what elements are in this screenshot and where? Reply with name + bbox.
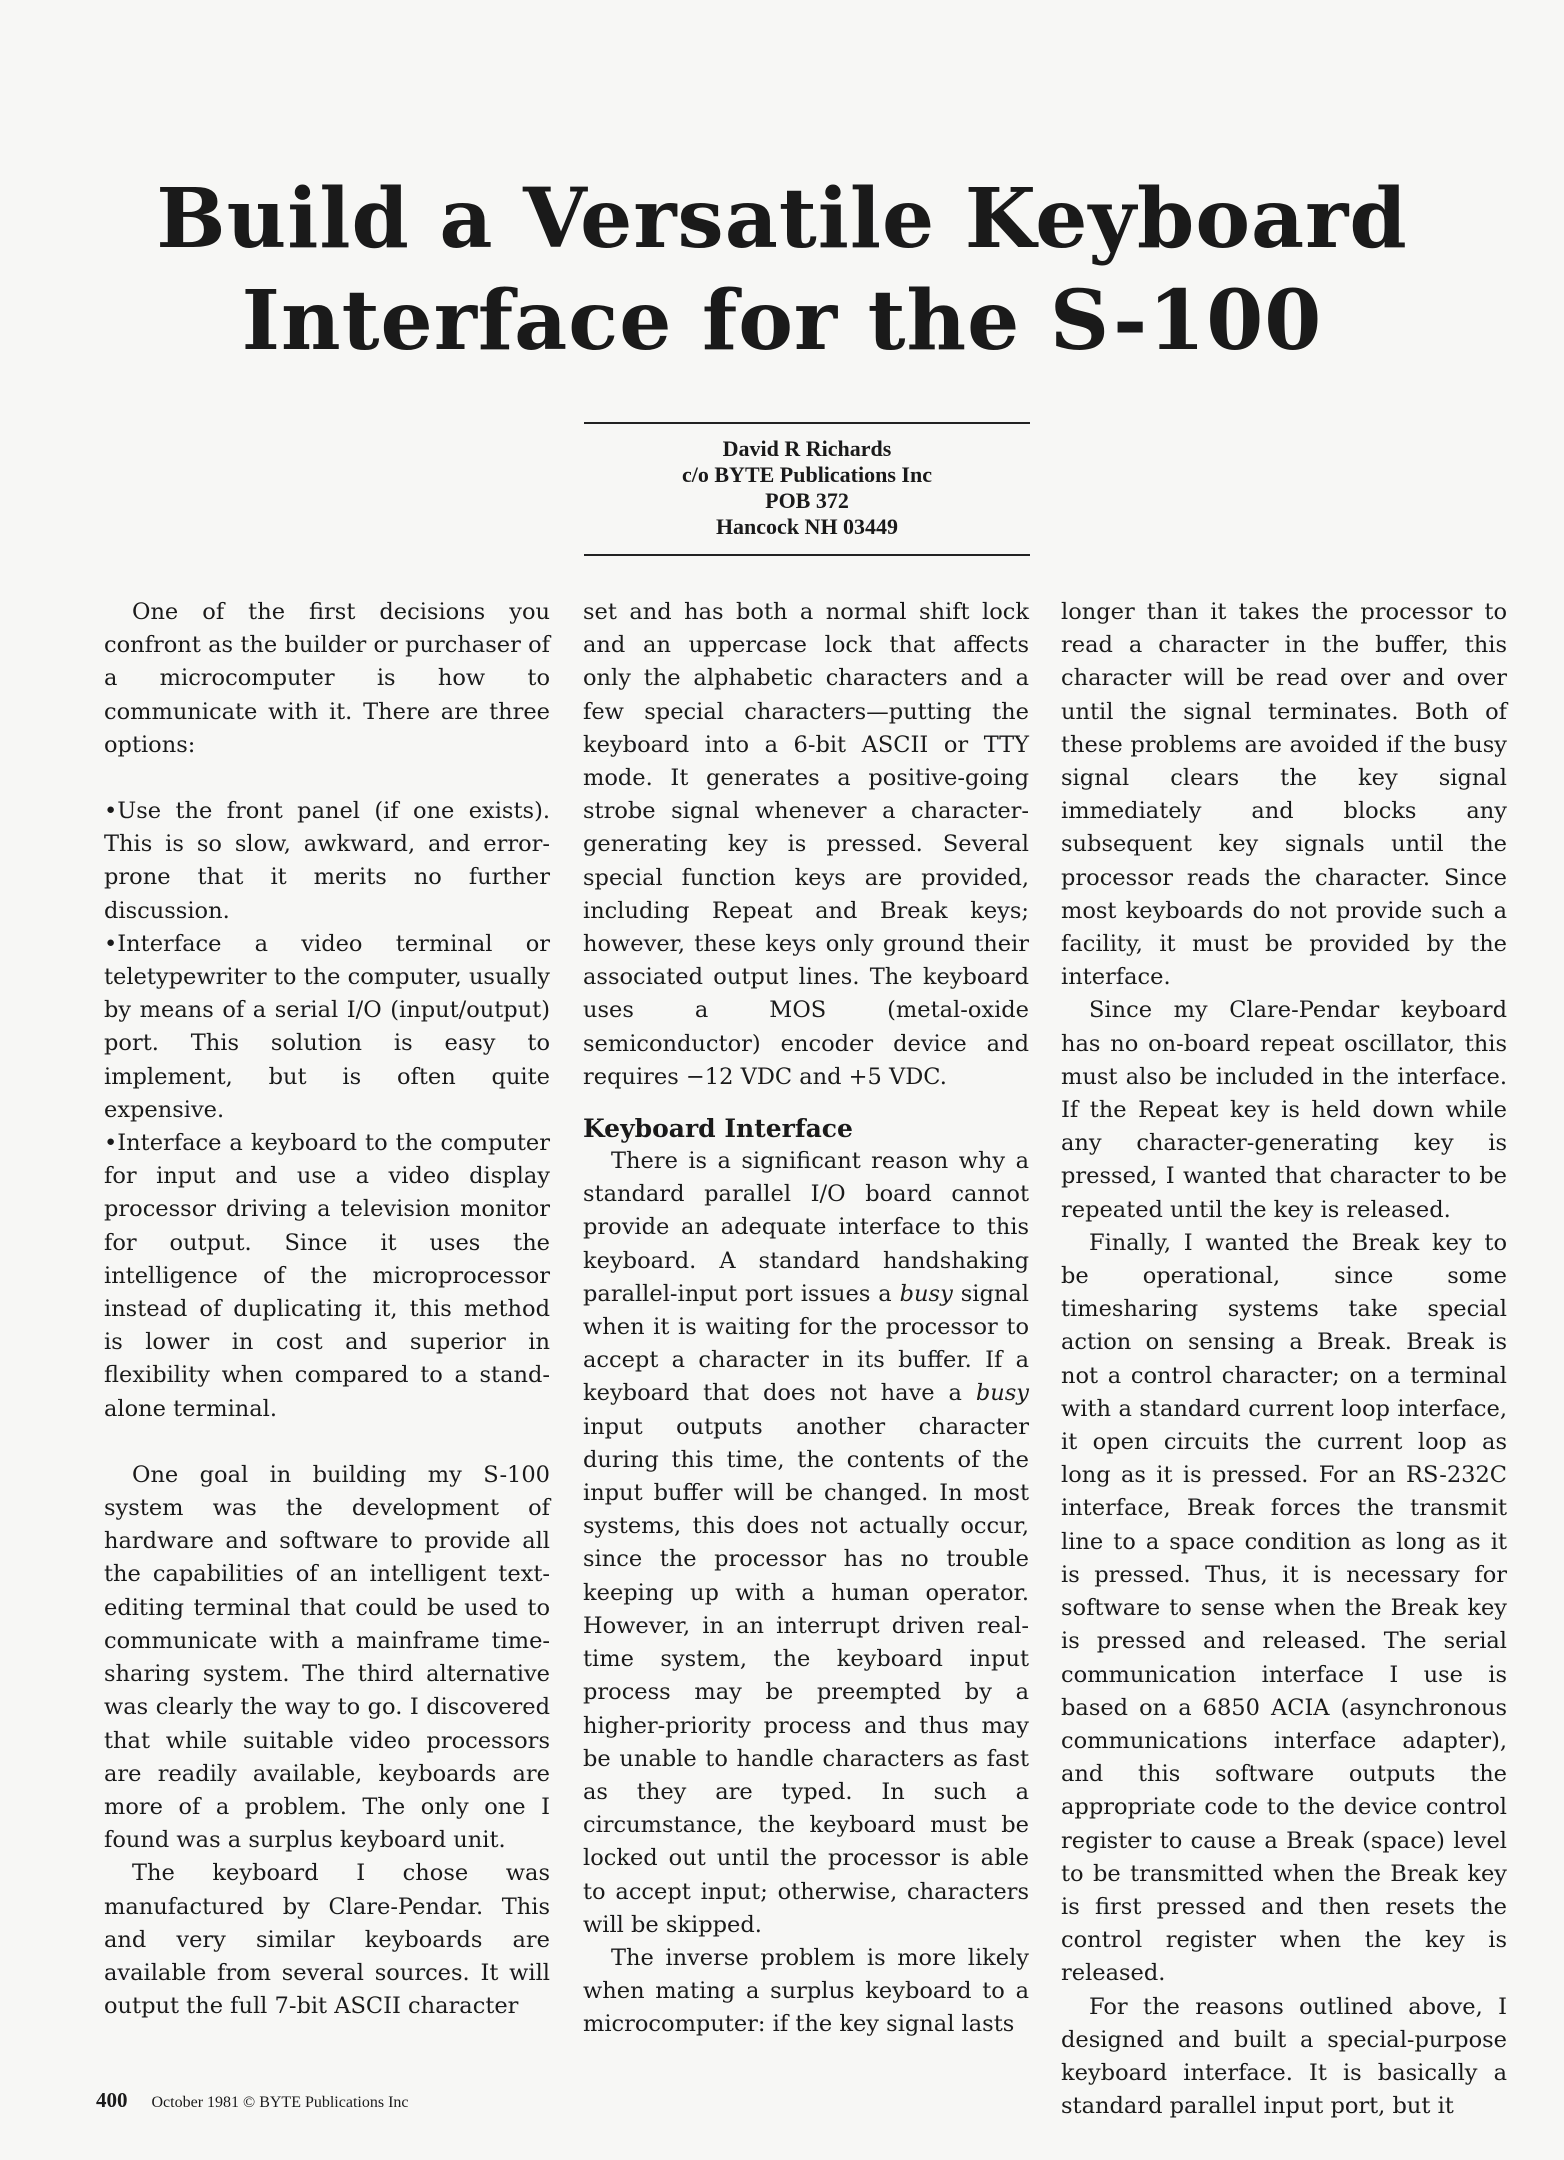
- bullet-item: •Interface a video terminal or teletypewriter to the computer, usually by means of a serial I/O (input/output) port. This solution is easy to implement, but is often quite expensive.: [104, 930, 550, 1123]
- text-run: There is a significant reason why a standard parallel I/O board cannot provide an adequate interface to this keyboard. A standard handshaking parallel-input port issues a: [583, 1148, 1029, 1307]
- bullet-item: •Use the front panel (if one exists). This is so slow, awkward, and error-prone that it merits no further discussion.: [104, 798, 550, 924]
- text-column-3: [1061, 596, 1507, 2120]
- text-column-2: [583, 596, 1029, 2046]
- author-byline: [584, 422, 1030, 556]
- italic-term: busy: [899, 1280, 953, 1307]
- paragraph: set and has both a normal shift lock and an uppercase lock that affects only the alphabetic characters and a few special characters—putting the keyboard into a 6-bit ASCII or TTY mode. It generates a positive-going strobe signal whenever a character-generating key is pressed. Several special function keys are provided, including Repeat and Break keys; however, these keys only ground their associated output lines. The keyboard uses a MOS (metal-oxide semiconductor) encoder device and requires −12 VDC and +5 VDC.: [583, 599, 1029, 1090]
- bullet-item: •Interface a keyboard to the computer for input and use a video display processor driving a television monitor for output. Since it uses the intelligence of the microprocessor instead of duplicating it, this method is lower in cost and superior in flexibility when compared to a stand-alone terminal.: [104, 1130, 550, 1422]
- page-footer: [96, 2088, 409, 2113]
- paragraph: For the reasons outlined above, I designed and built a special-purpose keyboard interface. It is basically a standard parallel input port, but it: [1061, 1993, 1507, 2120]
- paragraph: Finally, I wanted the Break key to be operational, since some timesharing systems take special action on sensing a Break. Break is not a control character; on a terminal with a standard current loop interface, it open circuits the current loop as long as it is pressed. For an RS-232C interface, Break forces the transmit line to a space condition as long as it is pressed. Thus, it is necessary for software to sense when the Break key is pressed and released. The serial communication interface I use is based on a 6850 ACIA (asynchronous communications interface adapter), and this software outputs the appropriate code to the device control register to cause a Break (space) level to be transmitted when the Break key is first pressed and then resets the control register when the key is released.: [1061, 1229, 1507, 1987]
- page-number: 400: [96, 2088, 128, 2112]
- author-org: c/o BYTE Publications Inc: [682, 462, 932, 487]
- footer-imprint: October 1981 © BYTE Publications Inc: [151, 2094, 409, 2111]
- paragraph: The keyboard I chose was manufactured by Clare-Pendar. This and very similar keyboards are available from several sources. It will output the full 7-bit ASCII character: [104, 1860, 550, 2020]
- author-address-2: Hancock NH 03449: [715, 514, 899, 539]
- text-column-1: [104, 596, 550, 2046]
- section-heading: Keyboard Interface: [583, 1114, 853, 1144]
- italic-term: busy: [975, 1380, 1029, 1407]
- title-line-2: Interface for the S-100: [241, 273, 1323, 369]
- paragraph: [583, 1145, 1029, 1942]
- text-run: input outputs another character during this time, the contents of the input buffer will be changed. In most systems, this does not actually occur, since the processor has no trouble keeping up with a human operator. However, in an interrupt driven real-time system, the keyboard input process may be preempted by a higher-priority process and thus may be unable to handle characters as fast as they are typed. In such a circumstance, the keyboard must be locked out until the processor is able to accept input; otherwise, characters will be skipped.: [583, 1413, 1029, 1938]
- paragraph: One of the first decisions you confront as the builder or purchaser of a microcomputer is how to communicate with it. There are three options:: [104, 599, 550, 758]
- text-run: signal when it is waiting for the processor to accept a character in its buffer. If a keyboard that does not have a: [583, 1280, 1029, 1407]
- article-title: [0, 168, 1564, 372]
- author-address-1: POB 372: [765, 488, 849, 513]
- paragraph: One goal in building my S-100 system was the development of hardware and software to provide all the capabilities of an intelligent text-editing terminal that could be used to communicate with a mainframe time-sharing system. The third alternative was clearly the way to go. I discovered that while suitable video processors are readily available, keyboards are more of a problem. The only one I found was a surplus keyboard unit.: [104, 1461, 550, 1854]
- paragraph: longer than it takes the processor to read a character in the buffer, this character will be read over and over until the signal terminates. Both of these problems are avoided if the busy signal clears the key signal immediately and blocks any subsequent key signals until the processor reads the character. Since most keyboards do not provide such a facility, it must be provided by the interface.: [1061, 599, 1507, 991]
- paragraph: Since my Clare-Pendar keyboard has no on-board repeat oscillator, this must also be included in the interface. If the Repeat key is held down while any character-generating key is pressed, I wanted that character to be repeated until the key is released.: [1061, 997, 1507, 1223]
- author-name: David R Richards: [722, 436, 892, 461]
- title-line-1: Build a Versatile Keyboard: [156, 171, 1408, 267]
- paragraph: The inverse problem is more likely when mating a surplus keyboard to a microcomputer: if the key signal lasts: [583, 1944, 1029, 2038]
